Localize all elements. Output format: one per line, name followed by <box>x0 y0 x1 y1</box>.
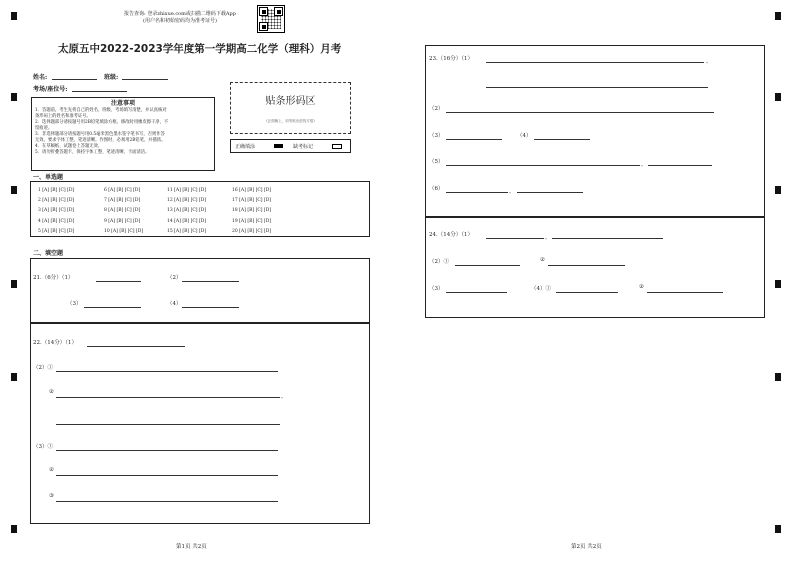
room-seat-field[interactable] <box>72 91 127 92</box>
barcode-title: 贴条形码区 <box>265 96 316 107</box>
q22-answer-3-2[interactable] <box>56 475 278 476</box>
q23-part5-label: （5） <box>429 159 444 165</box>
mc-answer-box <box>30 181 370 237</box>
q21-label: 21.（6分）（1） <box>33 275 74 281</box>
mc-col-2 <box>104 186 143 237</box>
mc-option-row[interactable]: 5 [A] [B] [C] [D] <box>38 228 75 234</box>
q23-answer-5-2[interactable] <box>648 165 712 166</box>
q22-label: 22.（14分）（1） <box>33 340 77 346</box>
q24-part2-label: （2）① <box>429 259 449 265</box>
q22-comma: 、 <box>281 394 287 400</box>
mc-option-row[interactable]: 10 [A] [B] [C] [D] <box>104 228 144 234</box>
notice-line: 5．请勿折叠答题卡，保持字体工整、笔迹清晰、卡面清洁。 <box>35 150 150 155</box>
q23-part3-label: （3） <box>429 133 444 139</box>
alignment-mark <box>11 93 17 101</box>
mc-option-row[interactable]: 17 [A] [B] [C] [D] <box>232 198 272 204</box>
alignment-mark <box>775 525 781 533</box>
q23-answer-4[interactable] <box>534 139 590 140</box>
mc-option-row[interactable]: 14 [A] [B] [C] [D] <box>167 218 207 224</box>
mc-col-4 <box>232 186 271 237</box>
q21-answer-2[interactable] <box>182 281 239 282</box>
q24-label: 24.（14分）（1） <box>429 232 473 238</box>
q23-label: 23.（16分）（1） <box>429 56 473 62</box>
qr-code <box>257 5 285 33</box>
mc-option-row[interactable]: 9 [A] [B] [C] [D] <box>104 218 141 224</box>
q24-box <box>425 216 765 318</box>
absent-mark-checkbox[interactable] <box>332 144 342 149</box>
correct-fill-sample <box>274 144 283 148</box>
fill-legend <box>230 139 351 153</box>
q24-answer-1-1[interactable] <box>486 238 544 239</box>
absent-mark-label: 缺考标记 <box>293 144 314 150</box>
mc-option-row[interactable]: 6 [A] [B] [C] [D] <box>104 188 141 193</box>
q22-answer-2-3[interactable] <box>56 424 280 425</box>
room-seat-label: 考场/座位号: <box>33 86 68 93</box>
mc-option-row[interactable]: 19 [A] [B] [C] [D] <box>232 218 272 224</box>
mc-option-row[interactable]: 11 [A] [B] [C] [D] <box>167 188 207 193</box>
q21-answer-1[interactable] <box>96 281 141 282</box>
q23-part2-label: （2） <box>429 106 444 112</box>
q22-part2-label: （2）① <box>33 365 53 371</box>
q23-answer-1-2[interactable] <box>486 87 708 88</box>
q22-answer-3-1[interactable] <box>56 450 278 451</box>
barcode-subtitle: (正面朝上，切勿贴出虚线方框) <box>266 119 315 123</box>
notice-line: 条形码上的姓名和准考证号。 <box>35 114 91 119</box>
q24-answer-2-1[interactable] <box>455 265 520 266</box>
q23-answer-5-1[interactable] <box>446 165 640 166</box>
q21-part2-label: （2） <box>167 275 182 281</box>
alignment-mark <box>11 280 17 288</box>
notice-line: 3．非选择题部分请按题号用0.5毫米黑色墨水签字笔书写，否则作答 <box>35 132 165 137</box>
q23-answer-3[interactable] <box>446 139 502 140</box>
fill-section-title: 二、填空题 <box>33 250 64 257</box>
report-query-subline: (用户名和初始密码均为准考证号) <box>143 18 217 24</box>
q24-part4-circle2: ② <box>639 284 644 290</box>
report-query-line: 报告查询: 登录zhixue.com或扫描二维码下载App <box>124 11 236 17</box>
q23-comma-5: 、 <box>641 162 647 168</box>
mc-option-row[interactable]: 8 [A] [B] [C] [D] <box>104 208 141 214</box>
q21-answer-4[interactable] <box>182 307 239 308</box>
q24-comma-1: 、 <box>545 235 551 241</box>
name-field[interactable] <box>52 79 97 80</box>
alignment-mark <box>775 186 781 194</box>
mc-option-row[interactable]: 1 [A] [B] [C] [D] <box>38 188 75 193</box>
q24-part3-label: （3） <box>429 286 444 292</box>
q23-comma-1: 、 <box>706 59 712 65</box>
notice-line: 留痕迹。 <box>35 126 53 131</box>
q23-answer-2[interactable] <box>446 112 714 113</box>
mc-option-row[interactable]: 18 [A] [B] [C] [D] <box>232 208 272 214</box>
q21-box <box>30 258 370 324</box>
q24-answer-4-2[interactable] <box>647 292 723 293</box>
barcode-area <box>230 82 351 134</box>
q22-answer-2-1[interactable] <box>56 371 278 372</box>
mc-option-row[interactable]: 16 [A] [B] [C] [D] <box>232 188 272 193</box>
q22-part3-circle3: ③ <box>49 493 54 499</box>
class-label: 班级: <box>104 74 119 81</box>
q22-part3-label: （3）① <box>33 444 53 450</box>
q23-part6-label: （6） <box>429 186 444 192</box>
mc-option-row[interactable]: 7 [A] [B] [C] [D] <box>104 198 141 204</box>
q21-part4-label: （4） <box>167 301 182 307</box>
q21-part3-label: （3） <box>67 301 82 307</box>
alignment-mark <box>11 186 17 194</box>
q24-part2-circle2: ② <box>540 257 545 263</box>
q24-answer-2-2[interactable] <box>548 265 625 266</box>
q22-answer-1[interactable] <box>87 346 185 347</box>
notice-title: 注意事项 <box>110 100 135 107</box>
alignment-mark <box>775 280 781 288</box>
class-field[interactable] <box>122 79 168 80</box>
mc-option-row[interactable]: 13 [A] [B] [C] [D] <box>167 208 207 214</box>
q24-answer-3[interactable] <box>446 292 507 293</box>
page-number-1: 第1页 共2页 <box>176 544 207 550</box>
q23-part4-label: （4） <box>517 133 532 139</box>
mc-option-row[interactable]: 4 [A] [B] [C] [D] <box>38 218 75 224</box>
notice-line: 4．在草稿纸、试题卷上答题无效。 <box>35 144 103 149</box>
mc-option-row[interactable]: 12 [A] [B] [C] [D] <box>167 198 207 204</box>
alignment-mark <box>11 525 17 533</box>
correct-fill-label: 正确填涂 <box>235 144 256 150</box>
q23-comma-6: 、 <box>509 189 515 195</box>
mc-option-row[interactable]: 15 [A] [B] [C] [D] <box>167 228 207 234</box>
q24-answer-1-2[interactable] <box>552 238 663 239</box>
q21-answer-3[interactable] <box>84 307 141 308</box>
notice-box <box>31 97 215 171</box>
alignment-mark <box>775 12 781 20</box>
notice-line: 1．答题前，考生先将自己的姓名、班级、考场填写清楚，并认真核对 <box>35 108 167 113</box>
alignment-mark <box>775 373 781 381</box>
q23-answer-1-1[interactable] <box>486 62 704 63</box>
mc-col-1 <box>38 186 74 237</box>
mc-section-title: 一、单选题 <box>33 174 64 181</box>
name-label: 姓名: <box>33 74 48 81</box>
q24-part4-label: （4）① <box>531 286 551 292</box>
notice-line: 2．选择题部分请按题号用2B铅笔填涂方框，修改时用橡皮擦干净，不 <box>35 120 169 125</box>
report-query-note <box>95 11 265 25</box>
q23-answer-6-2[interactable] <box>517 192 583 193</box>
q23-answer-6-1[interactable] <box>446 192 508 193</box>
q22-answer-2-2[interactable] <box>56 397 280 398</box>
notice-line: 无效。要求字体工整、笔迹清晰。作图时，必须用2B铅笔，并描浓。 <box>35 138 166 143</box>
alignment-mark <box>11 373 17 381</box>
mc-option-row[interactable]: 2 [A] [B] [C] [D] <box>38 198 75 204</box>
q22-part3-circle2: ② <box>49 467 54 473</box>
alignment-mark <box>775 93 781 101</box>
q24-answer-4-1[interactable] <box>556 292 618 293</box>
q22-box <box>30 322 370 524</box>
page-title: 太原五中2022-2023学年度第一学期高二化学（理科）月考 <box>58 43 342 55</box>
mc-col-3 <box>167 186 206 237</box>
mc-option-row[interactable]: 3 [A] [B] [C] [D] <box>38 208 75 214</box>
mc-option-row[interactable]: 20 [A] [B] [C] [D] <box>232 228 272 234</box>
alignment-mark <box>11 12 17 20</box>
q22-part2-circle2: ② <box>49 389 54 395</box>
page-number-2: 第2页 共2页 <box>571 544 602 550</box>
q22-answer-3-3[interactable] <box>56 501 278 502</box>
